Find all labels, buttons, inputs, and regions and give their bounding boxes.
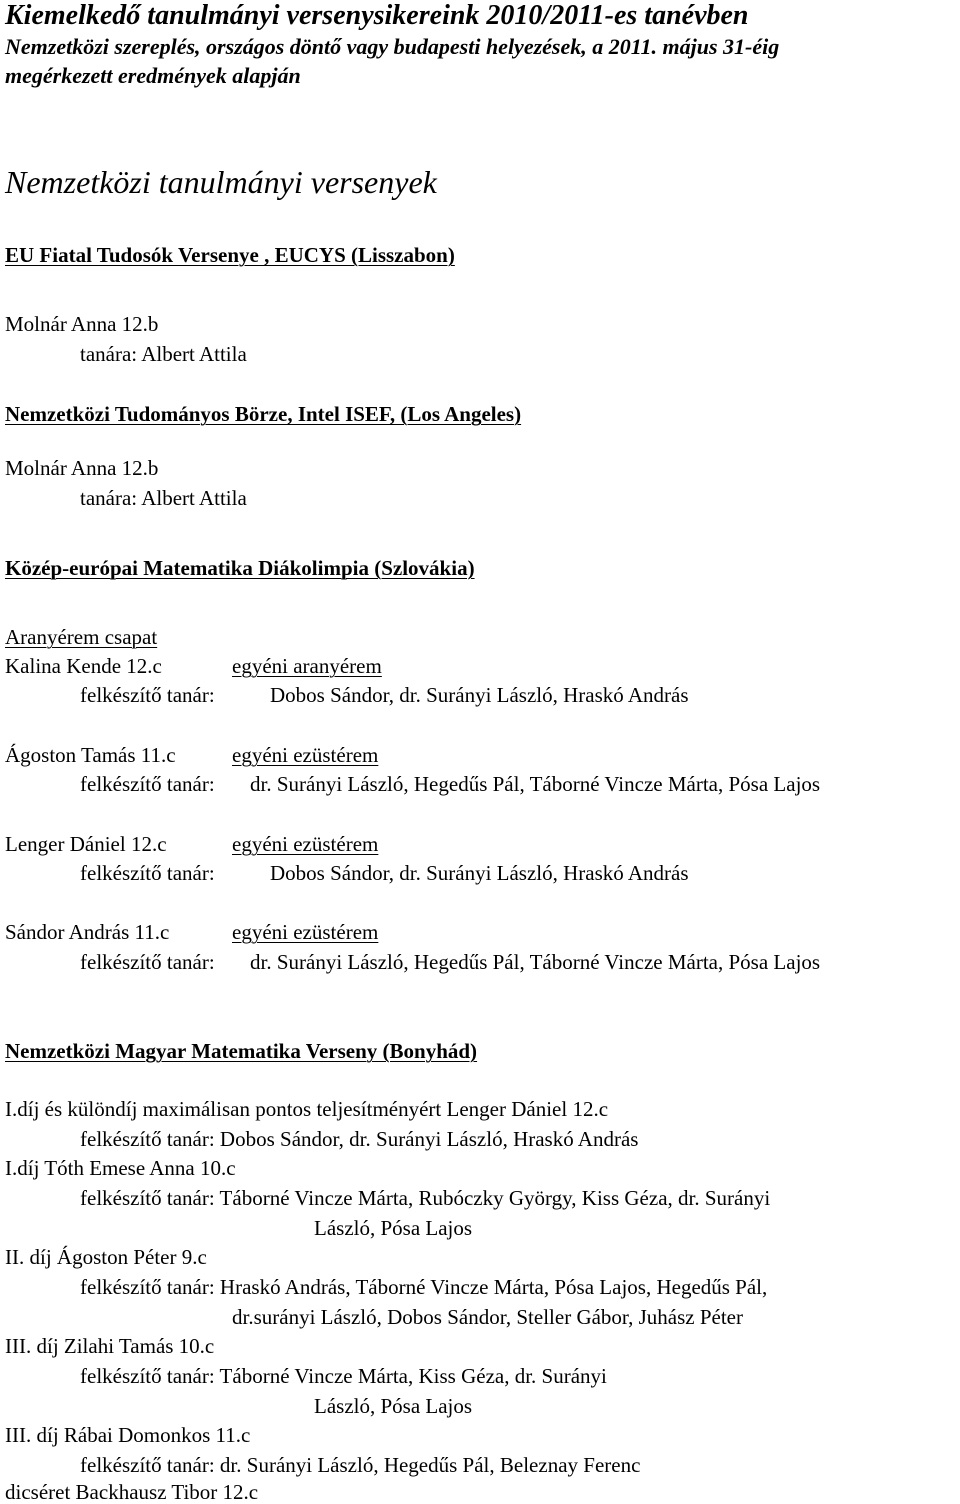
- memo-award-2: egyéni ezüstérem: [232, 743, 379, 767]
- competition-heading-eucys: EU Fiatal Tudosók Versenye , EUCYS (Lisszabon): [5, 243, 455, 267]
- memo-prep-label-3: felkészítő tanár:: [80, 861, 215, 885]
- competition-heading-isef: Nemzetközi Tudományos Börze, Intel ISEF, (Los Angeles): [5, 402, 522, 426]
- nmmv-line: dr.surányi László, Dobos Sándor, Steller Gábor, Juhász Péter: [232, 1305, 743, 1329]
- nmmv-line: László, Pósa Lajos: [314, 1394, 473, 1418]
- memo-prep-label-2: felkészítő tanár:: [80, 772, 215, 796]
- memo-award-1: egyéni aranyérem: [232, 654, 382, 678]
- eucys-student: Molnár Anna 12.b: [5, 312, 159, 336]
- memo-prep-label-1: felkészítő tanár:: [80, 683, 215, 707]
- nmmv-line: László, Pósa Lajos: [314, 1216, 473, 1240]
- nmmv-line: felkészítő tanár: Táborné Vincze Márta, Rubóczky György, Kiss Géza, dr. Surányi: [80, 1186, 771, 1210]
- nmmv-line: felkészítő tanár: Dobos Sándor, dr. Surányi László, Hraskó András: [80, 1127, 639, 1151]
- memo-student-2: Ágoston Tamás 11.c: [5, 743, 176, 767]
- memo-teachers-4: dr. Surányi László, Hegedűs Pál, Táborné Vincze Márta, Pósa Lajos: [250, 950, 821, 974]
- isef-teacher: tanára: Albert Attila: [80, 486, 247, 510]
- nmmv-line: felkészítő tanár: Táborné Vincze Márta, Kiss Géza, dr. Surányi: [80, 1364, 607, 1388]
- page-subtitle-line-1: Nemzetközi szereplés, országos döntő vagy budapesti helyezések, a 2011. május 31-éig: [5, 34, 780, 59]
- memo-award-3: egyéni ezüstérem: [232, 832, 379, 856]
- nmmv-line: I.díj Tóth Emese Anna 10.c: [5, 1156, 236, 1180]
- memo-teachers-1: Dobos Sándor, dr. Surányi László, Hraskó András: [270, 683, 689, 707]
- section-title: Nemzetközi tanulmányi versenyek: [5, 164, 437, 200]
- memo-student-3: Lenger Dániel 12.c: [5, 832, 167, 856]
- memo-student-4: Sándor András 11.c: [5, 920, 170, 944]
- nmmv-line: I.díj és különdíj maximálisan pontos teljesítményért Lenger Dániel 12.c: [5, 1097, 609, 1121]
- memo-prep-label-4: felkészítő tanár:: [80, 950, 215, 974]
- competition-heading-memo: Közép-európai Matematika Diákolimpia (Szlovákia): [5, 556, 475, 580]
- nmmv-line: III. díj Rábai Domonkos 11.c: [5, 1423, 251, 1447]
- nmmv-line: felkészítő tanár: Hraskó András, Táborné Vincze Márta, Pósa Lajos, Hegedűs Pál,: [80, 1275, 768, 1299]
- page-title: Kiemelkedő tanulmányi versenysikereink 2010/2011-es tanévben: [5, 0, 749, 31]
- memo-teachers-2: dr. Surányi László, Hegedűs Pál, Táborné Vincze Márta, Pósa Lajos: [250, 772, 821, 796]
- eucys-teacher: tanára: Albert Attila: [80, 342, 247, 366]
- page-subtitle-line-2: megérkezett eredmények alapján: [5, 63, 301, 88]
- memo-award-4: egyéni ezüstérem: [232, 920, 379, 944]
- competition-heading-nmmv: Nemzetközi Magyar Matematika Verseny (Bonyhád): [5, 1039, 478, 1063]
- memo-team-award: Aranyérem csapat: [5, 625, 158, 649]
- memo-teachers-3: Dobos Sándor, dr. Surányi László, Hraskó András: [270, 861, 689, 885]
- nmmv-line: III. díj Zilahi Tamás 10.c: [5, 1334, 215, 1358]
- nmmv-line: dicséret Backhausz Tibor 12.c: [5, 1480, 259, 1504]
- memo-student-1: Kalina Kende 12.c: [5, 654, 162, 678]
- isef-student: Molnár Anna 12.b: [5, 456, 159, 480]
- nmmv-line: felkészítő tanár: dr. Surányi László, Hegedűs Pál, Beleznay Ferenc: [80, 1453, 641, 1477]
- nmmv-line: II. díj Ágoston Péter 9.c: [5, 1245, 207, 1269]
